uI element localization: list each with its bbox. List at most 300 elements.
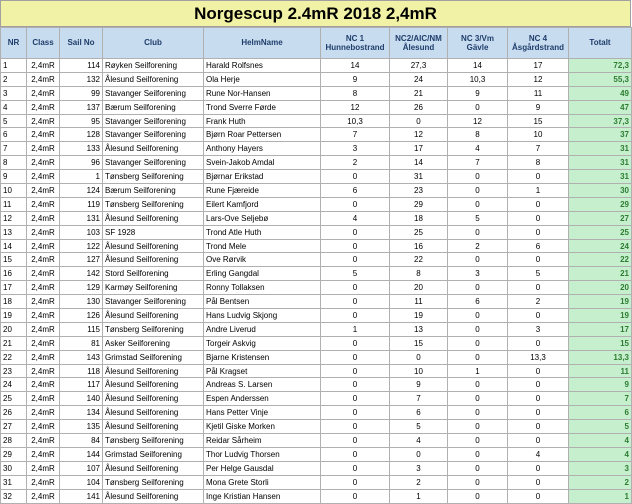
cell-total[interactable]: 13,3 <box>569 350 632 364</box>
cell-class[interactable]: 2,4mR <box>27 239 60 253</box>
cell-nc2[interactable]: 21 <box>390 86 448 100</box>
cell-total[interactable]: 37 <box>569 128 632 142</box>
cell-nc4[interactable]: 17 <box>508 59 569 73</box>
cell-nc4[interactable]: 0 <box>508 170 569 184</box>
cell-sail-no[interactable]: 143 <box>60 350 103 364</box>
cell-helmname[interactable]: Pål Kragset <box>204 364 321 378</box>
cell-nr[interactable]: 9 <box>1 170 27 184</box>
cell-nc2[interactable]: 0 <box>390 447 448 461</box>
cell-nc1[interactable]: 14 <box>321 59 390 73</box>
cell-nr[interactable]: 2 <box>1 72 27 86</box>
cell-nc3[interactable]: 7 <box>448 156 508 170</box>
cell-nc1[interactable]: 0 <box>321 350 390 364</box>
cell-class[interactable]: 2,4mR <box>27 253 60 267</box>
cell-nc1[interactable]: 0 <box>321 392 390 406</box>
cell-nc4[interactable]: 0 <box>508 406 569 420</box>
cell-class[interactable]: 2,4mR <box>27 322 60 336</box>
cell-nc2[interactable]: 8 <box>390 267 448 281</box>
header-nc3[interactable] <box>448 28 508 59</box>
cell-class[interactable]: 2,4mR <box>27 72 60 86</box>
cell-nc3[interactable]: 0 <box>448 281 508 295</box>
cell-total[interactable]: 5 <box>569 420 632 434</box>
cell-nc4[interactable]: 13,3 <box>508 350 569 364</box>
cell-club[interactable]: Stavanger Seilforening <box>103 86 204 100</box>
cell-nc4[interactable]: 0 <box>508 253 569 267</box>
cell-nr[interactable]: 24 <box>1 378 27 392</box>
cell-nc2[interactable]: 18 <box>390 211 448 225</box>
cell-club[interactable]: Ålesund Seilforening <box>103 364 204 378</box>
cell-helmname[interactable]: Harald Rolfsnes <box>204 59 321 73</box>
header-nc2[interactable] <box>390 28 448 59</box>
cell-nc4[interactable]: 4 <box>508 447 569 461</box>
cell-sail-no[interactable]: 117 <box>60 378 103 392</box>
cell-helmname[interactable]: Hans Petter Vinje <box>204 406 321 420</box>
cell-nr[interactable]: 19 <box>1 309 27 323</box>
cell-nr[interactable]: 17 <box>1 281 27 295</box>
cell-nr[interactable]: 13 <box>1 225 27 239</box>
cell-nc3[interactable]: 10,3 <box>448 72 508 86</box>
cell-total[interactable]: 4 <box>569 447 632 461</box>
cell-total[interactable]: 21 <box>569 267 632 281</box>
cell-class[interactable]: 2,4mR <box>27 336 60 350</box>
cell-total[interactable]: 31 <box>569 142 632 156</box>
cell-nc3[interactable]: 0 <box>448 100 508 114</box>
cell-nr[interactable]: 14 <box>1 239 27 253</box>
cell-nc2[interactable]: 20 <box>390 281 448 295</box>
cell-nc2[interactable]: 0 <box>390 114 448 128</box>
cell-nc3[interactable]: 0 <box>448 322 508 336</box>
cell-sail-no[interactable]: 81 <box>60 336 103 350</box>
cell-nc1[interactable]: 0 <box>321 434 390 448</box>
cell-club[interactable]: Tønsberg Seilforening <box>103 322 204 336</box>
cell-nc1[interactable]: 0 <box>321 170 390 184</box>
cell-nc4[interactable]: 12 <box>508 72 569 86</box>
cell-total[interactable]: 2 <box>569 475 632 489</box>
cell-sail-no[interactable]: 128 <box>60 128 103 142</box>
cell-helmname[interactable]: Bjarne Kristensen <box>204 350 321 364</box>
cell-nc4[interactable]: 0 <box>508 281 569 295</box>
cell-nr[interactable]: 31 <box>1 475 27 489</box>
cell-total[interactable]: 15 <box>569 336 632 350</box>
cell-total[interactable]: 17 <box>569 322 632 336</box>
cell-helmname[interactable]: Torgeir Askvig <box>204 336 321 350</box>
cell-nc1[interactable]: 10,3 <box>321 114 390 128</box>
cell-total[interactable]: 9 <box>569 378 632 392</box>
header-sail-no[interactable]: Sail No <box>60 28 103 59</box>
cell-nc2[interactable]: 24 <box>390 72 448 86</box>
cell-nc1[interactable]: 1 <box>321 322 390 336</box>
cell-sail-no[interactable]: 119 <box>60 197 103 211</box>
cell-nc3[interactable]: 0 <box>448 461 508 475</box>
cell-sail-no[interactable]: 118 <box>60 364 103 378</box>
cell-total[interactable]: 19 <box>569 295 632 309</box>
cell-nc3[interactable]: 0 <box>448 170 508 184</box>
cell-nr[interactable]: 8 <box>1 156 27 170</box>
cell-helmname[interactable]: Per Helge Gausdal <box>204 461 321 475</box>
cell-nc2[interactable]: 7 <box>390 392 448 406</box>
cell-nc3[interactable]: 0 <box>448 406 508 420</box>
cell-total[interactable]: 1 <box>569 489 632 503</box>
cell-helmname[interactable]: Andre Liverud <box>204 322 321 336</box>
cell-sail-no[interactable]: 107 <box>60 461 103 475</box>
cell-nc1[interactable]: 0 <box>321 475 390 489</box>
cell-sail-no[interactable]: 131 <box>60 211 103 225</box>
cell-class[interactable]: 2,4mR <box>27 86 60 100</box>
cell-helmname[interactable]: Thor Ludvig Thorsen <box>204 447 321 461</box>
cell-nc1[interactable]: 3 <box>321 142 390 156</box>
cell-nc4[interactable]: 0 <box>508 211 569 225</box>
cell-club[interactable]: Ålesund Seilforening <box>103 211 204 225</box>
cell-total[interactable]: 29 <box>569 197 632 211</box>
cell-sail-no[interactable]: 1 <box>60 170 103 184</box>
cell-nr[interactable]: 32 <box>1 489 27 503</box>
cell-nc2[interactable]: 0 <box>390 350 448 364</box>
cell-total[interactable]: 27 <box>569 211 632 225</box>
header-club[interactable]: Club <box>103 28 204 59</box>
cell-nc4[interactable]: 1 <box>508 184 569 198</box>
cell-nc3[interactable]: 0 <box>448 434 508 448</box>
cell-total[interactable]: 31 <box>569 156 632 170</box>
cell-club[interactable]: Tønsberg Seilforening <box>103 170 204 184</box>
cell-class[interactable]: 2,4mR <box>27 434 60 448</box>
cell-club[interactable]: Ålesund Seilforening <box>103 392 204 406</box>
cell-nc3[interactable]: 0 <box>448 447 508 461</box>
cell-nc2[interactable]: 27,3 <box>390 59 448 73</box>
cell-sail-no[interactable]: 122 <box>60 239 103 253</box>
cell-nc2[interactable]: 10 <box>390 364 448 378</box>
cell-nc4[interactable]: 0 <box>508 489 569 503</box>
cell-helmname[interactable]: Eilert Kamfjord <box>204 197 321 211</box>
cell-helmname[interactable]: Bjørn Roar Pettersen <box>204 128 321 142</box>
cell-total[interactable]: 4 <box>569 434 632 448</box>
cell-nc4[interactable]: 0 <box>508 392 569 406</box>
cell-club[interactable]: Bærum Seilforening <box>103 184 204 198</box>
cell-nc4[interactable]: 10 <box>508 128 569 142</box>
cell-class[interactable]: 2,4mR <box>27 392 60 406</box>
cell-class[interactable]: 2,4mR <box>27 197 60 211</box>
cell-helmname[interactable]: Lars-Ove Seljebø <box>204 211 321 225</box>
cell-nc3[interactable]: 6 <box>448 295 508 309</box>
cell-nc4[interactable]: 0 <box>508 336 569 350</box>
cell-class[interactable]: 2,4mR <box>27 420 60 434</box>
cell-nr[interactable]: 5 <box>1 114 27 128</box>
cell-total[interactable]: 49 <box>569 86 632 100</box>
cell-club[interactable]: Ålesund Seilforening <box>103 489 204 503</box>
cell-class[interactable]: 2,4mR <box>27 59 60 73</box>
cell-club[interactable]: Grimstad Seilforening <box>103 447 204 461</box>
cell-helmname[interactable]: Rune Fjæreide <box>204 184 321 198</box>
cell-total[interactable]: 20 <box>569 281 632 295</box>
cell-nr[interactable]: 20 <box>1 322 27 336</box>
cell-nc3[interactable]: 3 <box>448 267 508 281</box>
cell-helmname[interactable]: Trond Sverre Førde <box>204 100 321 114</box>
cell-club[interactable]: Stavanger Seilforening <box>103 295 204 309</box>
cell-club[interactable]: Tønsberg Seilforening <box>103 434 204 448</box>
cell-nc2[interactable]: 3 <box>390 461 448 475</box>
cell-nc2[interactable]: 5 <box>390 420 448 434</box>
cell-sail-no[interactable]: 137 <box>60 100 103 114</box>
cell-nr[interactable]: 28 <box>1 434 27 448</box>
cell-class[interactable]: 2,4mR <box>27 281 60 295</box>
cell-nc1[interactable]: 7 <box>321 128 390 142</box>
cell-helmname[interactable]: Erling Gangdal <box>204 267 321 281</box>
cell-nc1[interactable]: 0 <box>321 309 390 323</box>
cell-sail-no[interactable]: 84 <box>60 434 103 448</box>
cell-club[interactable]: Ålesund Seilforening <box>103 406 204 420</box>
cell-sail-no[interactable]: 141 <box>60 489 103 503</box>
cell-nc3[interactable]: 0 <box>448 475 508 489</box>
cell-nc4[interactable]: 8 <box>508 156 569 170</box>
cell-nc3[interactable]: 0 <box>448 225 508 239</box>
cell-nc2[interactable]: 25 <box>390 225 448 239</box>
cell-nc2[interactable]: 15 <box>390 336 448 350</box>
cell-class[interactable]: 2,4mR <box>27 267 60 281</box>
cell-nc2[interactable]: 29 <box>390 197 448 211</box>
cell-total[interactable]: 19 <box>569 309 632 323</box>
cell-nc3[interactable]: 0 <box>448 197 508 211</box>
cell-class[interactable]: 2,4mR <box>27 100 60 114</box>
cell-sail-no[interactable]: 134 <box>60 406 103 420</box>
cell-helmname[interactable]: Kjetil Giske Morken <box>204 420 321 434</box>
cell-nc2[interactable]: 22 <box>390 253 448 267</box>
cell-nc3[interactable]: 9 <box>448 86 508 100</box>
cell-total[interactable]: 37,3 <box>569 114 632 128</box>
cell-helmname[interactable]: Trond Mele <box>204 239 321 253</box>
cell-nc1[interactable]: 0 <box>321 364 390 378</box>
cell-helmname[interactable]: Espen Anderssen <box>204 392 321 406</box>
cell-nc1[interactable]: 0 <box>321 253 390 267</box>
cell-nr[interactable]: 10 <box>1 184 27 198</box>
cell-nc2[interactable]: 14 <box>390 156 448 170</box>
header-nc4[interactable] <box>508 28 569 59</box>
cell-nc2[interactable]: 23 <box>390 184 448 198</box>
cell-helmname[interactable]: Ronny Tollaksen <box>204 281 321 295</box>
cell-nc1[interactable]: 0 <box>321 197 390 211</box>
cell-nc1[interactable]: 0 <box>321 295 390 309</box>
cell-helmname[interactable]: Reidar Sårheim <box>204 434 321 448</box>
cell-nr[interactable]: 21 <box>1 336 27 350</box>
cell-nc1[interactable]: 12 <box>321 100 390 114</box>
cell-nc1[interactable]: 0 <box>321 420 390 434</box>
cell-class[interactable]: 2,4mR <box>27 128 60 142</box>
cell-helmname[interactable]: Bjørnar Erikstad <box>204 170 321 184</box>
cell-nc4[interactable]: 3 <box>508 322 569 336</box>
cell-sail-no[interactable]: 129 <box>60 281 103 295</box>
cell-class[interactable]: 2,4mR <box>27 406 60 420</box>
cell-class[interactable]: 2,4mR <box>27 295 60 309</box>
cell-club[interactable]: Tønsberg Seilforening <box>103 197 204 211</box>
cell-club[interactable]: Stavanger Seilforening <box>103 128 204 142</box>
cell-sail-no[interactable]: 142 <box>60 267 103 281</box>
cell-club[interactable]: Asker Seilforening <box>103 336 204 350</box>
cell-nc4[interactable]: 11 <box>508 86 569 100</box>
cell-total[interactable]: 31 <box>569 170 632 184</box>
cell-total[interactable]: 55,3 <box>569 72 632 86</box>
cell-nr[interactable]: 30 <box>1 461 27 475</box>
cell-club[interactable]: Ålesund Seilforening <box>103 378 204 392</box>
cell-nc4[interactable]: 0 <box>508 475 569 489</box>
cell-nc3[interactable]: 12 <box>448 114 508 128</box>
cell-nc3[interactable]: 0 <box>448 420 508 434</box>
cell-nc3[interactable]: 5 <box>448 211 508 225</box>
cell-sail-no[interactable]: 126 <box>60 309 103 323</box>
cell-sail-no[interactable]: 95 <box>60 114 103 128</box>
cell-nc4[interactable]: 0 <box>508 364 569 378</box>
cell-nc2[interactable]: 9 <box>390 378 448 392</box>
cell-nc4[interactable]: 0 <box>508 434 569 448</box>
cell-nc4[interactable]: 15 <box>508 114 569 128</box>
cell-nc1[interactable]: 0 <box>321 461 390 475</box>
cell-sail-no[interactable]: 130 <box>60 295 103 309</box>
cell-helmname[interactable]: Rune Nor-Hansen <box>204 86 321 100</box>
header-nr[interactable]: NR <box>1 28 27 59</box>
cell-club[interactable]: Ålesund Seilforening <box>103 461 204 475</box>
cell-class[interactable]: 2,4mR <box>27 447 60 461</box>
cell-class[interactable]: 2,4mR <box>27 378 60 392</box>
cell-total[interactable]: 25 <box>569 225 632 239</box>
cell-nr[interactable]: 22 <box>1 350 27 364</box>
cell-nc1[interactable]: 0 <box>321 378 390 392</box>
cell-club[interactable]: Ålesund Seilforening <box>103 239 204 253</box>
cell-helmname[interactable]: Ola Herje <box>204 72 321 86</box>
cell-nc1[interactable]: 0 <box>321 281 390 295</box>
cell-nc1[interactable]: 9 <box>321 72 390 86</box>
cell-nc2[interactable]: 13 <box>390 322 448 336</box>
cell-nc4[interactable]: 0 <box>508 378 569 392</box>
cell-nc1[interactable]: 0 <box>321 406 390 420</box>
cell-club[interactable]: Tønsberg Seilforening <box>103 475 204 489</box>
cell-club[interactable]: Stord Seilforening <box>103 267 204 281</box>
cell-nc2[interactable]: 6 <box>390 406 448 420</box>
cell-total[interactable]: 7 <box>569 392 632 406</box>
cell-nc3[interactable]: 0 <box>448 336 508 350</box>
cell-class[interactable]: 2,4mR <box>27 475 60 489</box>
cell-nc2[interactable]: 26 <box>390 100 448 114</box>
cell-nc4[interactable]: 0 <box>508 225 569 239</box>
cell-total[interactable]: 47 <box>569 100 632 114</box>
cell-nc4[interactable]: 6 <box>508 239 569 253</box>
cell-total[interactable]: 30 <box>569 184 632 198</box>
cell-nc2[interactable]: 17 <box>390 142 448 156</box>
cell-club[interactable]: Ålesund Seilforening <box>103 253 204 267</box>
cell-class[interactable]: 2,4mR <box>27 211 60 225</box>
cell-club[interactable]: Ålesund Seilforening <box>103 420 204 434</box>
cell-nc4[interactable]: 5 <box>508 267 569 281</box>
cell-sail-no[interactable]: 127 <box>60 253 103 267</box>
cell-nc3[interactable]: 0 <box>448 350 508 364</box>
cell-nc3[interactable]: 1 <box>448 364 508 378</box>
cell-helmname[interactable]: Hans Ludvig Skjong <box>204 309 321 323</box>
cell-sail-no[interactable]: 144 <box>60 447 103 461</box>
cell-nc3[interactable]: 0 <box>448 184 508 198</box>
cell-nc1[interactable]: 5 <box>321 267 390 281</box>
cell-nc1[interactable]: 0 <box>321 489 390 503</box>
cell-nc2[interactable]: 11 <box>390 295 448 309</box>
cell-nr[interactable]: 18 <box>1 295 27 309</box>
cell-club[interactable]: Stavanger Seilforening <box>103 156 204 170</box>
cell-total[interactable]: 22 <box>569 253 632 267</box>
cell-nc2[interactable]: 16 <box>390 239 448 253</box>
cell-nr[interactable]: 3 <box>1 86 27 100</box>
cell-club[interactable]: Røyken Seilforening <box>103 59 204 73</box>
cell-nc4[interactable]: 0 <box>508 461 569 475</box>
cell-total[interactable]: 11 <box>569 364 632 378</box>
cell-nr[interactable]: 1 <box>1 59 27 73</box>
cell-sail-no[interactable]: 140 <box>60 392 103 406</box>
cell-nr[interactable]: 29 <box>1 447 27 461</box>
cell-club[interactable]: Karmøy Seilforening <box>103 281 204 295</box>
cell-nc1[interactable]: 4 <box>321 211 390 225</box>
cell-nc3[interactable]: 8 <box>448 128 508 142</box>
cell-nc3[interactable]: 0 <box>448 489 508 503</box>
cell-nc1[interactable]: 0 <box>321 239 390 253</box>
cell-class[interactable]: 2,4mR <box>27 489 60 503</box>
cell-helmname[interactable]: Inge Kristian Hansen <box>204 489 321 503</box>
cell-nr[interactable]: 27 <box>1 420 27 434</box>
cell-helmname[interactable]: Trond Atle Huth <box>204 225 321 239</box>
cell-club[interactable]: Grimstad Seilforening <box>103 350 204 364</box>
cell-class[interactable]: 2,4mR <box>27 184 60 198</box>
cell-helmname[interactable]: Ove Rørvik <box>204 253 321 267</box>
cell-sail-no[interactable]: 135 <box>60 420 103 434</box>
cell-nc2[interactable]: 12 <box>390 128 448 142</box>
header-helmname[interactable]: HelmName <box>204 28 321 59</box>
cell-club[interactable]: Ålesund Seilforening <box>103 72 204 86</box>
cell-sail-no[interactable]: 96 <box>60 156 103 170</box>
cell-nc4[interactable]: 7 <box>508 142 569 156</box>
cell-club[interactable]: Stavanger Seilforening <box>103 114 204 128</box>
cell-class[interactable]: 2,4mR <box>27 364 60 378</box>
cell-nc4[interactable]: 0 <box>508 197 569 211</box>
cell-club[interactable]: Ålesund Seilforening <box>103 142 204 156</box>
cell-nc4[interactable]: 2 <box>508 295 569 309</box>
cell-nc1[interactable]: 0 <box>321 336 390 350</box>
cell-nc2[interactable]: 19 <box>390 309 448 323</box>
cell-nr[interactable]: 4 <box>1 100 27 114</box>
cell-sail-no[interactable]: 132 <box>60 72 103 86</box>
cell-nr[interactable]: 11 <box>1 197 27 211</box>
cell-nc3[interactable]: 4 <box>448 142 508 156</box>
cell-total[interactable]: 3 <box>569 461 632 475</box>
cell-sail-no[interactable]: 124 <box>60 184 103 198</box>
cell-nr[interactable]: 12 <box>1 211 27 225</box>
cell-nr[interactable]: 16 <box>1 267 27 281</box>
cell-nc3[interactable]: 0 <box>448 392 508 406</box>
cell-nr[interactable]: 6 <box>1 128 27 142</box>
cell-nr[interactable]: 26 <box>1 406 27 420</box>
cell-nc1[interactable]: 0 <box>321 447 390 461</box>
cell-helmname[interactable]: Svein-Jakob Amdal <box>204 156 321 170</box>
header-class[interactable]: Class <box>27 28 60 59</box>
cell-helmname[interactable]: Mona Grete Storli <box>204 475 321 489</box>
cell-sail-no[interactable]: 114 <box>60 59 103 73</box>
cell-nc4[interactable]: 0 <box>508 309 569 323</box>
cell-sail-no[interactable]: 133 <box>60 142 103 156</box>
cell-club[interactable]: Ålesund Seilforening <box>103 309 204 323</box>
cell-nc1[interactable]: 2 <box>321 156 390 170</box>
cell-nc2[interactable]: 2 <box>390 475 448 489</box>
cell-nc4[interactable]: 9 <box>508 100 569 114</box>
cell-helmname[interactable]: Andreas S. Larsen <box>204 378 321 392</box>
cell-class[interactable]: 2,4mR <box>27 461 60 475</box>
cell-nc3[interactable]: 2 <box>448 239 508 253</box>
cell-helmname[interactable]: Pål Bentsen <box>204 295 321 309</box>
cell-nr[interactable]: 7 <box>1 142 27 156</box>
cell-total[interactable]: 24 <box>569 239 632 253</box>
cell-nc2[interactable]: 31 <box>390 170 448 184</box>
cell-class[interactable]: 2,4mR <box>27 142 60 156</box>
cell-nc2[interactable]: 1 <box>390 489 448 503</box>
